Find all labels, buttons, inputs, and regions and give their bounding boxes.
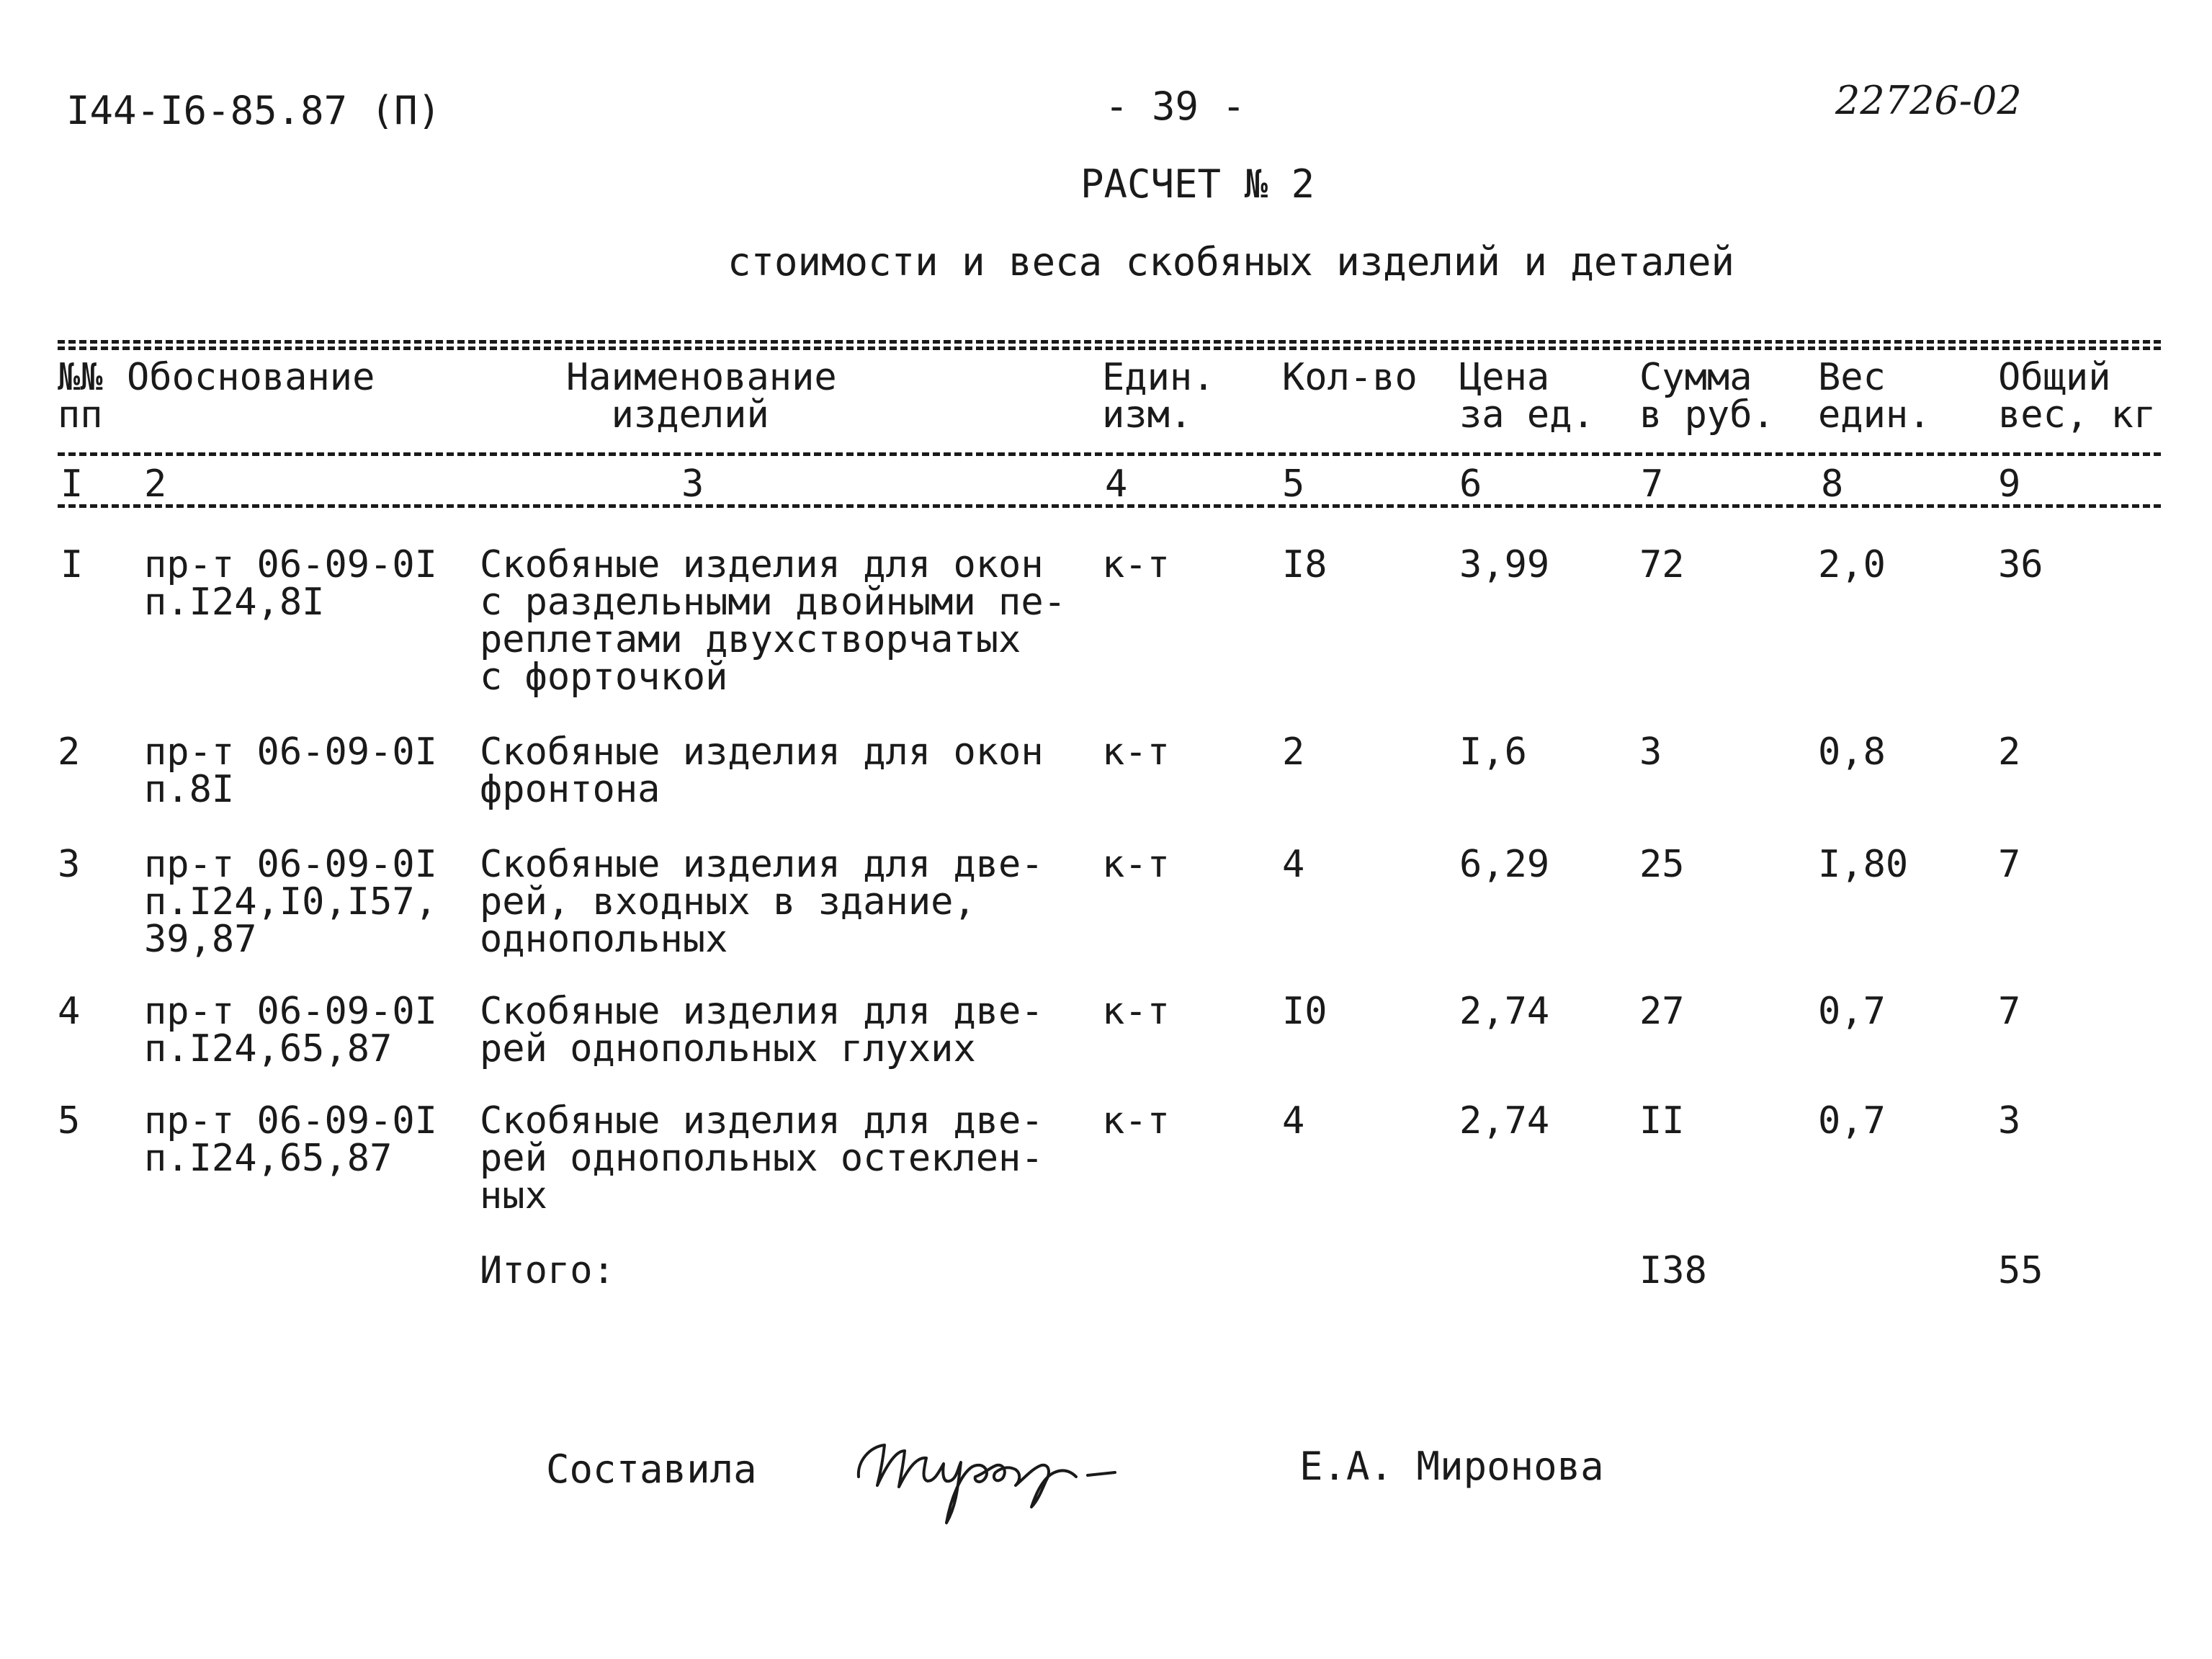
document-subtitle: стоимости и веса скобяных изделий и деталей xyxy=(727,239,1734,285)
table-row-4-basis: пр-т 06-09-0I п.I24,65,87 xyxy=(144,990,437,1070)
table-row-1-sum: 72 xyxy=(1639,543,1685,586)
col-header-name: Наименование изделий xyxy=(566,356,837,437)
col-number-1: I xyxy=(61,462,84,506)
compiled-by-label: Составила xyxy=(546,1446,757,1492)
table-row-3-unit-weight: I,80 xyxy=(1818,843,1909,886)
table-row-3-total-weight: 7 xyxy=(1998,843,2021,886)
table-row-4-num: 4 xyxy=(58,990,81,1033)
document-title: РАСЧЕТ № 2 xyxy=(1080,161,1315,207)
page-number: - 39 - xyxy=(1105,84,1246,129)
table-row-3-sum: 25 xyxy=(1639,843,1685,886)
col-number-2: 2 xyxy=(144,462,167,506)
table-row-2-qty: 2 xyxy=(1282,730,1305,774)
col-number-4: 4 xyxy=(1105,462,1128,506)
col-header-total-weight: Общий вес, кг xyxy=(1998,356,2157,437)
handwritten-signature xyxy=(843,1405,1145,1537)
table-row-5-total-weight: 3 xyxy=(1998,1099,2021,1142)
table-row-3-basis: пр-т 06-09-0I п.I24,I0,I57, 39,87 xyxy=(144,843,437,961)
table-row-1-qty: I8 xyxy=(1282,543,1327,586)
table-row-2-basis: пр-т 06-09-0I п.8I xyxy=(144,730,437,811)
table-row-5-sum: II xyxy=(1639,1099,1685,1142)
table-row-4-unit: к-т xyxy=(1102,990,1170,1033)
table-row-2-price: I,6 xyxy=(1459,730,1527,774)
table-row-5-unit-weight: 0,7 xyxy=(1818,1099,1886,1142)
document-code: I44-I6-85.87 (П) xyxy=(66,88,442,133)
col-number-6: 6 xyxy=(1459,462,1482,506)
table-row-4-total-weight: 7 xyxy=(1998,990,2021,1033)
col-header-num: №№ пп xyxy=(58,356,103,437)
table-row-2-unit: к-т xyxy=(1102,730,1170,774)
table-row-5-name: Скобяные изделия для две- рей однопольных остеклен- ных xyxy=(480,1099,1044,1217)
total-label: Итого: xyxy=(480,1249,615,1292)
table-row-5-qty: 4 xyxy=(1282,1099,1305,1142)
col-header-sum: Сумма в руб. xyxy=(1639,356,1775,437)
table-row-3-price: 6,29 xyxy=(1459,843,1550,886)
table-row-4-price: 2,74 xyxy=(1459,990,1550,1033)
col-number-3: 3 xyxy=(681,462,704,506)
table-row-3-qty: 4 xyxy=(1282,843,1305,886)
table-top-rule xyxy=(58,340,2161,344)
archive-number: 22726-02 xyxy=(1835,78,2022,123)
table-row-5-unit: к-т xyxy=(1102,1099,1170,1142)
col-header-price: Цена за ед. xyxy=(1459,356,1595,437)
table-row-1-num: I xyxy=(61,543,84,586)
table-row-1-unit: к-т xyxy=(1102,543,1170,586)
compiler-name: Е.А. Миронова xyxy=(1299,1444,1604,1489)
table-row-1-total-weight: 36 xyxy=(1998,543,2043,586)
col-number-7: 7 xyxy=(1641,462,1664,506)
col-number-9: 9 xyxy=(1998,462,2021,506)
table-row-3-unit: к-т xyxy=(1102,843,1170,886)
table-row-5-basis: пр-т 06-09-0I п.I24,65,87 xyxy=(144,1099,437,1180)
header-bottom-rule xyxy=(58,452,2161,456)
table-row-4-sum: 27 xyxy=(1639,990,1685,1033)
table-row-1-name: Скобяные изделия для окон с раздельными двойными пе- реплетами двухстворчатых с форточкой xyxy=(480,543,1066,699)
col-number-5: 5 xyxy=(1282,462,1305,506)
col-number-8: 8 xyxy=(1821,462,1844,506)
table-row-2-num: 2 xyxy=(58,730,81,774)
table-row-3-num: 3 xyxy=(58,843,81,886)
table-row-5-num: 5 xyxy=(58,1099,81,1142)
table-row-1-unit-weight: 2,0 xyxy=(1818,543,1886,586)
table-row-1-price: 3,99 xyxy=(1459,543,1550,586)
table-top-rule-2 xyxy=(58,346,2161,350)
table-row-2-unit-weight: 0,8 xyxy=(1818,730,1886,774)
total-sum: I38 xyxy=(1639,1249,1707,1292)
table-row-2-sum: 3 xyxy=(1639,730,1662,774)
table-row-5-price: 2,74 xyxy=(1459,1099,1550,1142)
table-row-4-unit-weight: 0,7 xyxy=(1818,990,1886,1033)
col-header-qty: Кол-во xyxy=(1282,356,1418,399)
col-header-unit-weight: Вес един. xyxy=(1818,356,1931,437)
col-header-unit: Един. изм. xyxy=(1102,356,1215,437)
total-weight: 55 xyxy=(1998,1249,2043,1292)
table-row-1-basis: пр-т 06-09-0I п.I24,8I xyxy=(144,543,437,624)
table-row-2-total-weight: 2 xyxy=(1998,730,2021,774)
table-row-4-name: Скобяные изделия для две- рей однопольных глухих xyxy=(480,990,1044,1070)
table-row-2-name: Скобяные изделия для окон фронтона xyxy=(480,730,1044,811)
col-header-basis: Обоснование xyxy=(127,356,375,399)
table-row-4-qty: I0 xyxy=(1282,990,1327,1033)
table-row-3-name: Скобяные изделия для две- рей, входных в здание, однопольных xyxy=(480,843,1044,961)
